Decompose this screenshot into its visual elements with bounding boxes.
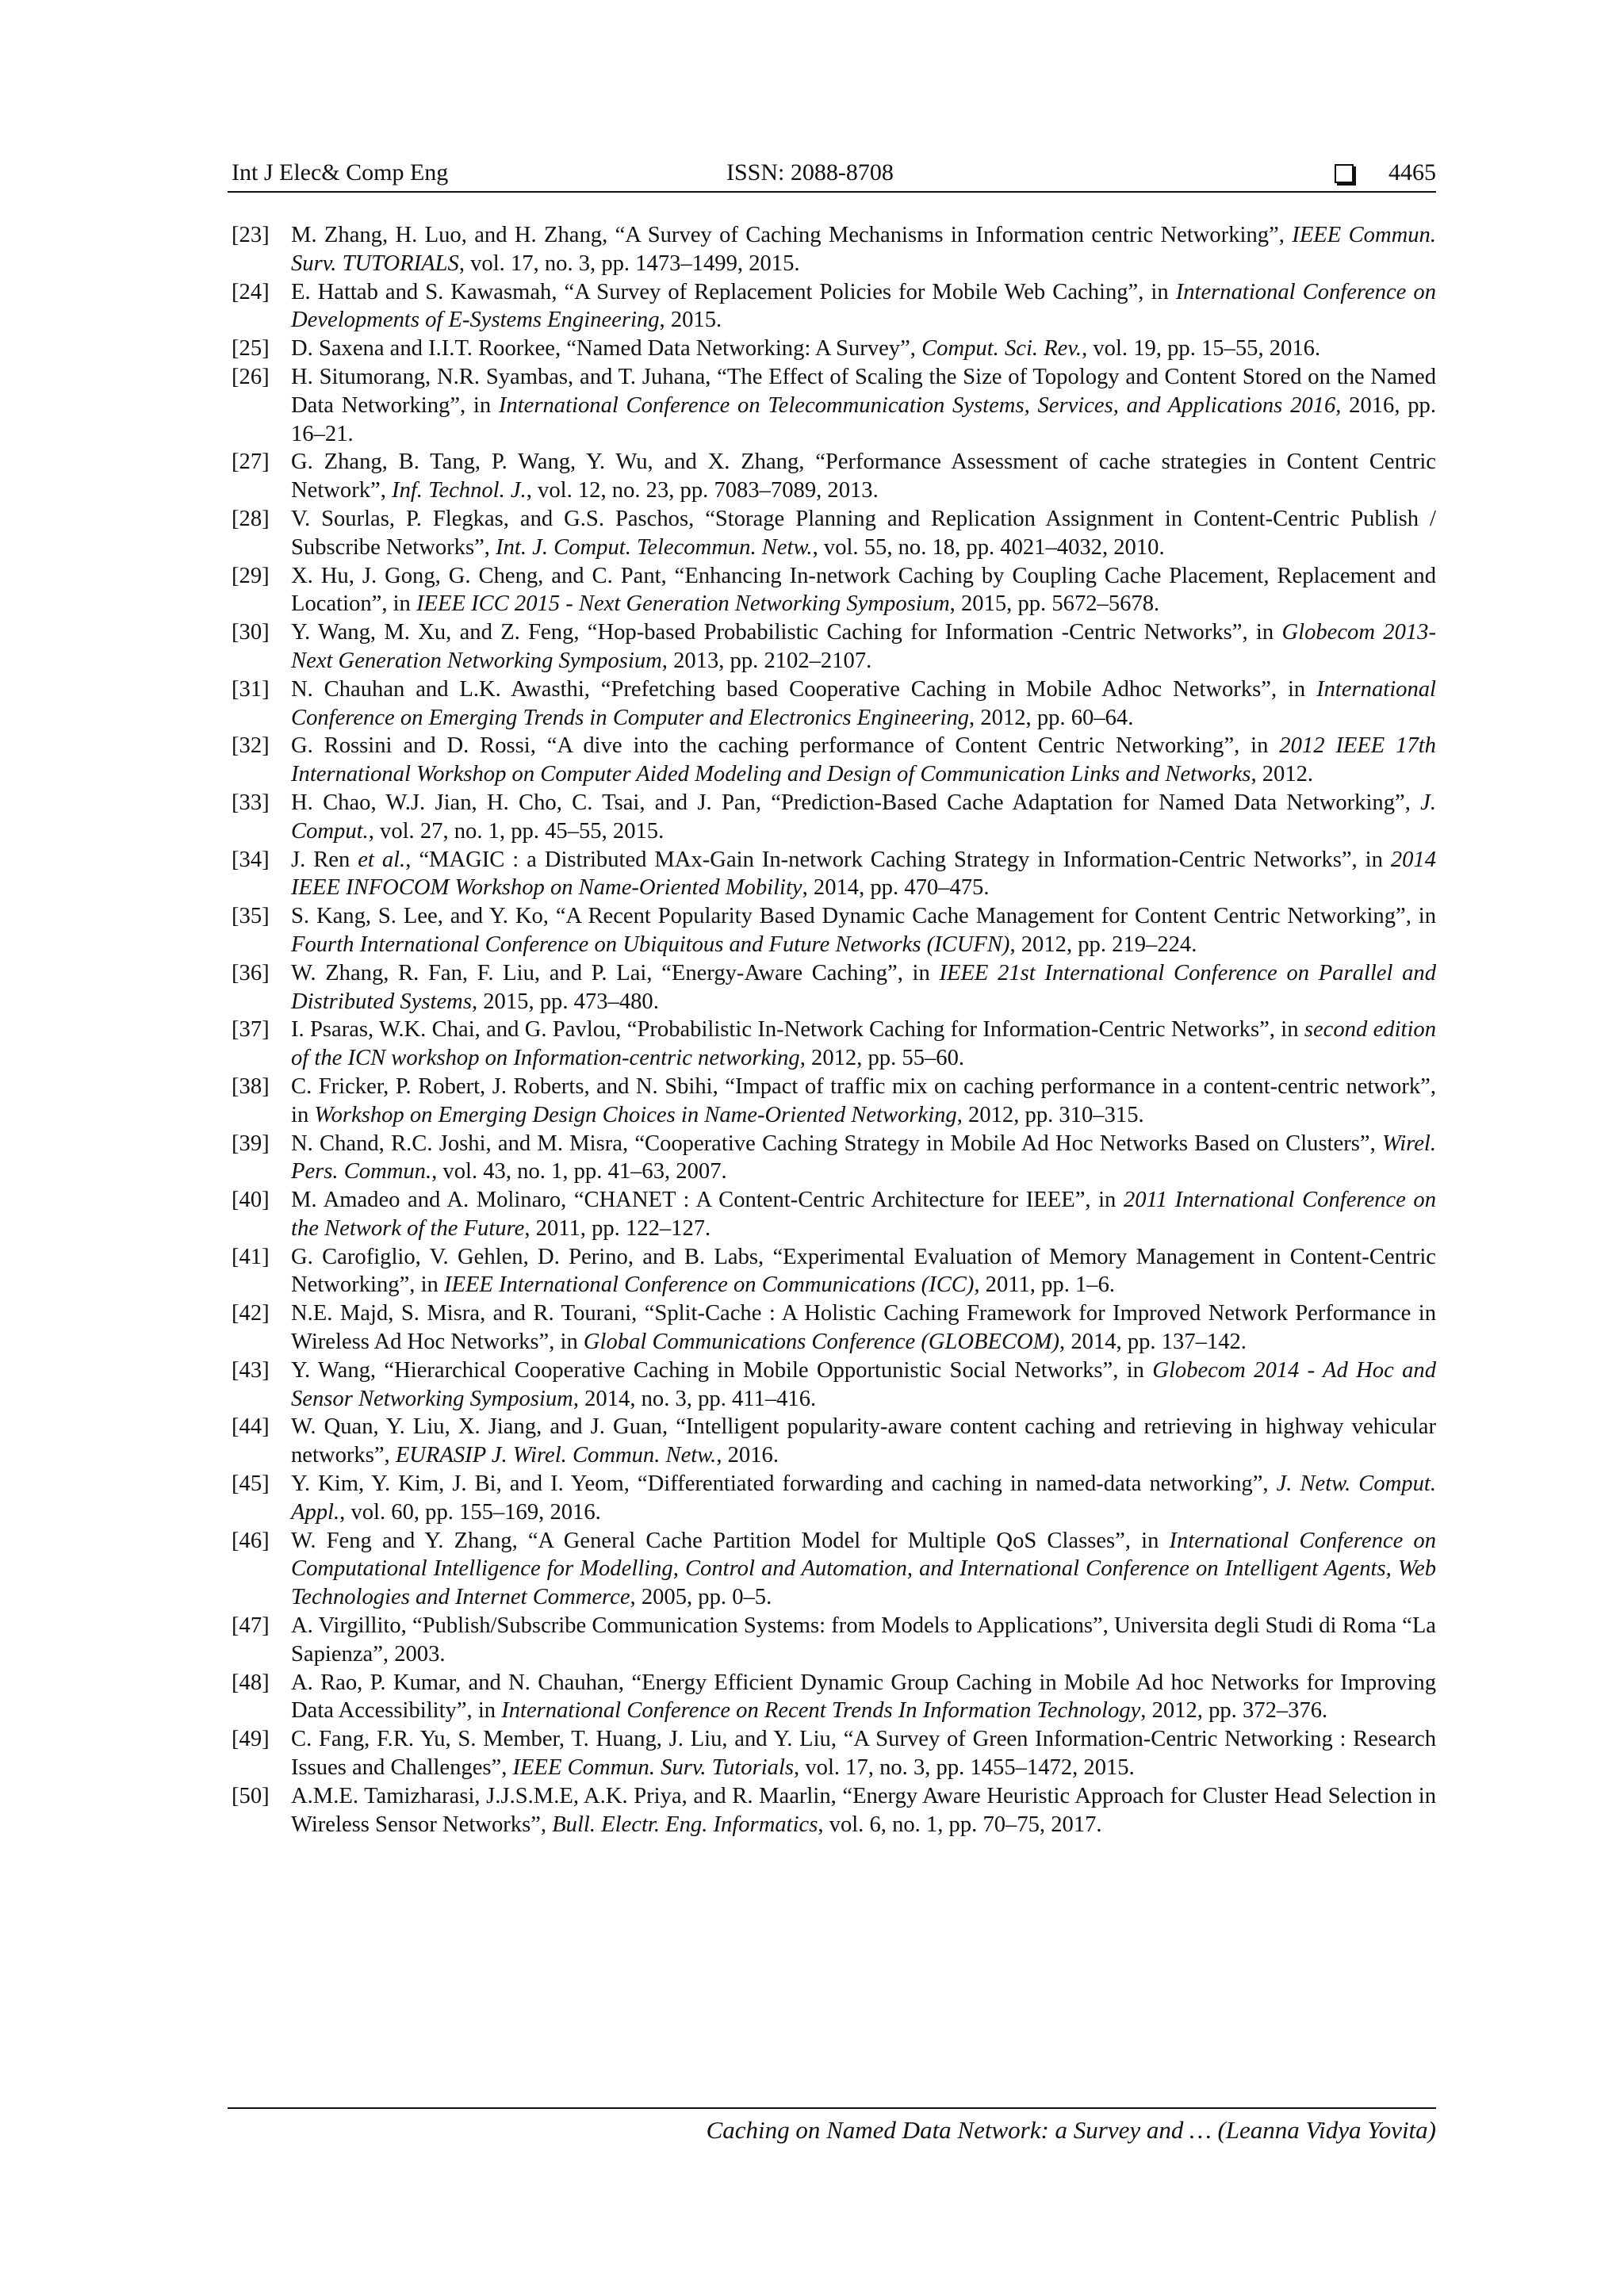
reference-segment: X. Hu, J. Gong, G. Cheng, and C. Pant, “Enhancing In-network Caching by Coupling Cache Placement, Replacement and Location”, in [291, 563, 1436, 617]
reference-text [291, 846, 1436, 903]
journal-name: Int J Elec& Comp Eng [232, 159, 449, 186]
reference-text [291, 363, 1436, 448]
reference-number: [37] [232, 1017, 270, 1043]
reference-item [232, 1782, 1436, 1839]
reference-number: [23] [232, 223, 270, 247]
reference-item [232, 1130, 1436, 1187]
reference-item [232, 1299, 1436, 1357]
reference-item [232, 618, 1436, 675]
reference-item [232, 789, 1436, 846]
reference-item [232, 1016, 1436, 1073]
reference-segment: M. Zhang, H. Luo, and H. Zhang, “A Survey of Caching Mechanisms in Information centric Networking”, [291, 223, 1293, 247]
reference-segment: V. Sourlas, P. Flegkas, and G.S. Paschos, “Storage Planning and Replication Assignment in Content-Centric Publish / Subscribe Networks”, [291, 506, 1436, 560]
reference-segment: , vol. 17, no. 3, pp. 1473–1499, 2015. [458, 251, 800, 276]
reference-item [232, 1186, 1436, 1243]
reference-text [291, 278, 1436, 335]
reference-number: [40] [232, 1188, 270, 1213]
reference-text [291, 1413, 1436, 1470]
reference-segment: W. Zhang, R. Fan, F. Liu, and P. Lai, “Energy-Aware Caching”, in [291, 960, 940, 985]
reference-number: [28] [232, 506, 270, 531]
reference-item [232, 221, 1436, 278]
reference-venue: second edition of the ICN workshop on Information-centric networking [291, 1017, 1437, 1071]
reference-segment: , 2013, pp. 2102–2107. [661, 648, 872, 673]
reference-segment: G. Zhang, B. Tang, P. Wang, Y. Wu, and X. Zhang, “Performance Assessment of cache strategies in Content Centric Network”, [291, 450, 1436, 503]
reference-segment: , 2011, pp. 122–127. [524, 1215, 711, 1241]
reference-text [291, 562, 1436, 619]
reference-venue: IEEE 21st International Conference on Parallel and Distributed Systems [291, 960, 1437, 1014]
reference-number: [47] [232, 1613, 270, 1639]
reference-venue: et al. [358, 847, 406, 872]
reference-segment: W. Feng and Y. Zhang, “A General Cache Partition Model for Multiple QoS Classes”, in [291, 1528, 1170, 1553]
reference-venue: Bull. Electr. Eng. Informatics [552, 1812, 818, 1837]
reference-number: [46] [232, 1528, 270, 1553]
reference-text [291, 1299, 1436, 1357]
reference-venue: 2014 IEEE INFOCOM Workshop on Name-Oriented Mobility [291, 847, 1436, 901]
reference-segment: C. Fricker, P. Robert, J. Roberts, and N. Sbihi, “Impact of traffic mix on caching performance in a content-centric network”, in [291, 1073, 1436, 1127]
reference-segment: E. Hattab and S. Kawasmah, “A Survey of Replacement Policies for Mobile Web Caching”, in [291, 279, 1176, 304]
reference-number: [33] [232, 790, 270, 815]
issn: ISSN: 2088-8708 [726, 159, 894, 186]
reference-text [291, 1130, 1436, 1187]
reference-segment: , vol. 43, no. 1, pp. 41–63, 2007. [431, 1159, 727, 1184]
reference-item [232, 675, 1436, 733]
reference-number: [44] [232, 1414, 270, 1440]
reference-segment: , vol. 55, no. 18, pp. 4021–4032, 2010. [812, 534, 1165, 560]
reference-segment: I. Psaras, W.K. Chai, and G. Pavlou, “Probabilistic In-Network Caching for Information-Centric Networks”, in [291, 1017, 1304, 1043]
reference-segment: S. Kang, S. Lee, and Y. Ko, “A Recent Popularity Based Dynamic Cache Management for Content Centric Networking”, in [291, 904, 1436, 929]
reference-number: [41] [232, 1244, 270, 1269]
reference-item [232, 1612, 1436, 1669]
reference-number: [34] [232, 847, 270, 872]
footer-rule [228, 2107, 1436, 2109]
reference-list [232, 221, 1436, 1839]
reference-text [291, 505, 1436, 562]
reference-item [232, 335, 1436, 363]
reference-number: [49] [232, 1727, 270, 1752]
reference-number: [27] [232, 450, 270, 475]
reference-segment: H. Chao, W.J. Jian, H. Cho, C. Tsai, and J. Pan, “Prediction-Based Cache Adaptation for Named Data Networking”, [291, 790, 1421, 815]
reference-venue: Fourth International Conference on Ubiquitous and Future Networks (ICUFN) [291, 932, 1010, 957]
reference-segment: W. Quan, Y. Liu, X. Jiang, and J. Guan, “Intelligent popularity-aware content caching and retrieving in highway vehicular networks”, [291, 1414, 1436, 1468]
reference-number: [48] [232, 1670, 270, 1695]
reference-segment: N. Chand, R.C. Joshi, and M. Misra, “Cooperative Caching Strategy in Mobile Ad Hoc Networks Based on Clusters”, [291, 1131, 1382, 1156]
reference-text [291, 1470, 1436, 1527]
reference-venue: 2011 International Conference on the Network of the Future [291, 1188, 1436, 1241]
reference-number: [26] [232, 364, 270, 389]
reference-number: [31] [232, 676, 270, 702]
reference-item [232, 1243, 1436, 1300]
reference-number: [32] [232, 733, 270, 759]
reference-segment: , vol. 12, no. 23, pp. 7083–7089, 2013. [526, 478, 879, 503]
reference-item [232, 902, 1436, 959]
reference-number: [43] [232, 1357, 270, 1383]
reference-text [291, 1669, 1436, 1726]
reference-text [291, 732, 1436, 789]
reference-segment: , 2015. [659, 308, 722, 333]
reference-number: [38] [232, 1073, 270, 1099]
reference-item [232, 1725, 1436, 1782]
reference-segment: 2011, pp. 1–6. [979, 1272, 1116, 1298]
reference-segment: , 2014, no. 3, pp. 411–416. [573, 1386, 817, 1411]
reference-venue: Int. J. Comput. Telecommun. Netw. [496, 534, 813, 560]
reference-text [291, 1016, 1436, 1073]
reference-venue: IEEE Commun. Surv. TUTORIALS [291, 223, 1436, 276]
reference-venue: IEEE International Conference on Communications (ICC), [443, 1272, 980, 1298]
reference-venue: Globecom 2014 - Ad Hoc and Sensor Networking Symposium [291, 1357, 1436, 1411]
reference-segment: Y. Wang, “Hierarchical Cooperative Caching in Mobile Opportunistic Social Networks”, in [291, 1357, 1153, 1383]
reference-item [232, 363, 1436, 448]
reference-item [232, 562, 1436, 619]
reference-segment: A. Virgillito, “Publish/Subscribe Communication Systems: from Models to Applications”, Universita degli Studi di Roma “La Sapienza”, 2003. [291, 1613, 1436, 1667]
reference-item [232, 732, 1436, 789]
reference-venue: Wirel. Pers. Commun. [291, 1131, 1436, 1184]
reference-segment: , vol. 6, no. 1, pp. 70–75, 2017. [818, 1812, 1102, 1837]
reference-venue: 2012 IEEE 17th International Workshop on Computer Aided Modeling and Design of Communication Links and Networks [291, 733, 1436, 787]
reference-segment: , vol. 27, no. 1, pp. 45–55, 2015. [368, 818, 665, 844]
reference-segment: , 2014, pp. 137–142. [1059, 1330, 1247, 1355]
running-title: Caching on Named Data Network: a Survey and … (Leanna Vidya Yovita) [706, 2116, 1436, 2144]
reference-segment: A. Rao, P. Kumar, and N. Chauhan, “Energy Efficient Dynamic Group Caching in Mobile Ad hoc Networks for Improving Data Accessibility”, in [291, 1670, 1436, 1724]
reference-text [291, 1782, 1436, 1839]
reference-venue: IEEE ICC 2015 - Next Generation Networking Symposium [416, 591, 950, 617]
reference-venue: Inf. Technol. J. [392, 478, 527, 503]
reference-text [291, 1725, 1436, 1782]
reference-number: [50] [232, 1783, 270, 1808]
reference-segment: D. Saxena and I.I.T. Roorkee, “Named Data Networking: A Survey”, [291, 336, 922, 362]
reference-number: [29] [232, 563, 270, 588]
reference-number: [42] [232, 1301, 270, 1326]
reference-text [291, 959, 1436, 1016]
header-right [1335, 155, 1436, 190]
reference-venue: J. Netw. Comput. Appl. [291, 1471, 1436, 1525]
reference-segment: H. Situmorang, N.R. Syambas, and T. Juhana, “The Effect of Scaling the Size of Topology and Content Stored on the Named Data Networking”, in [291, 364, 1436, 418]
reference-item [232, 448, 1436, 505]
reference-segment: , vol. 19, pp. 15–55, 2016. [1082, 336, 1321, 362]
reference-venue: Globecom 2013- Next Generation Networking Symposium [291, 620, 1437, 673]
reference-item [232, 1413, 1436, 1470]
reference-number: [35] [232, 904, 270, 929]
reference-number: [25] [232, 336, 270, 362]
reference-venue: International Conference on Emerging Trends in Computer and Electronics Engineering [291, 676, 1436, 730]
reference-venue: Comput. Sci. Rev. [921, 336, 1082, 362]
reference-item [232, 505, 1436, 562]
reference-text [291, 335, 1436, 363]
reference-text [291, 1612, 1436, 1669]
reference-segment: G. Carofiglio, V. Gehlen, D. Perino, and B. Labs, “Experimental Evaluation of Memory Management in Content-Centric Networking”, in [291, 1244, 1436, 1298]
reference-item [232, 846, 1436, 903]
reference-text [291, 1073, 1436, 1130]
reference-item [232, 1527, 1436, 1612]
reference-venue: International Conference on Recent Trends In Information Technology [501, 1698, 1141, 1724]
reference-segment: , 2015, pp. 473–480. [471, 989, 659, 1014]
reference-venue: Workshop on Emerging Design Choices in Name-Oriented Networking [314, 1102, 957, 1127]
reference-venue: Global Communications Conference (GLOBECOM) [583, 1330, 1060, 1355]
reference-item [232, 1357, 1436, 1414]
reference-segment: , 2016. [716, 1443, 779, 1468]
page-header [232, 155, 1436, 190]
reference-segment: , 2012, pp. 60–64. [969, 705, 1134, 730]
reference-number: [45] [232, 1471, 270, 1497]
reference-segment: N. Chauhan and L.K. Awasthi, “Prefetching based Cooperative Caching in Mobile Adhoc Networks”, in [291, 676, 1317, 702]
reference-item [232, 1073, 1436, 1130]
reference-segment: , 2012. [1251, 762, 1314, 787]
reference-text [291, 1527, 1436, 1612]
reference-venue: International Conference on Telecommunication Systems, Services, and Applications 2016 [498, 392, 1336, 418]
reference-segment: , vol. 60, pp. 155–169, 2016. [339, 1499, 601, 1525]
reference-number: [24] [232, 279, 270, 304]
checkbox-square-icon [1335, 164, 1354, 183]
reference-item [232, 1470, 1436, 1527]
reference-segment: Y. Wang, M. Xu, and Z. Feng, “Hop-based Probabilistic Caching for Information -Centric Networks”, in [291, 620, 1282, 645]
reference-venue: IEEE Commun. Surv. Tutorials [512, 1755, 795, 1781]
reference-number: [36] [232, 960, 270, 985]
reference-segment: , 2014, pp. 470–475. [802, 875, 990, 901]
reference-venue: EURASIP J. Wirel. Commun. Netw. [395, 1443, 717, 1468]
reference-segment: , 2016, pp. 16–21. [291, 392, 1436, 446]
reference-venue: International Conference on Developments of E-Systems Engineering [291, 279, 1436, 333]
reference-text [291, 789, 1436, 846]
reference-text [291, 1357, 1436, 1414]
reference-segment: J. Ren [291, 847, 358, 872]
reference-text [291, 675, 1436, 733]
reference-segment: Y. Kim, Y. Kim, J. Bi, and I. Yeom, “Differentiated forwarding and caching in named-data networking”, [291, 1471, 1277, 1497]
reference-item [232, 1669, 1436, 1726]
reference-text [291, 902, 1436, 959]
reference-segment: A.M.E. Tamizharasi, J.J.S.M.E, A.K. Priya, and R. Maarlin, “Energy Aware Heuristic Approach for Cluster Head Selection in Wireless Sensor Networks”, [291, 1783, 1436, 1837]
reference-text [291, 221, 1436, 278]
reference-segment: , 2015, pp. 5672–5678. [949, 591, 1160, 617]
reference-text [291, 448, 1436, 505]
reference-segment: M. Amadeo and A. Molinaro, “CHANET : A Content-Centric Architecture for IEEE”, in [291, 1188, 1124, 1213]
page-number: 4465 [1388, 159, 1436, 186]
reference-venue: J. Comput. [291, 790, 1436, 844]
reference-text [291, 1243, 1436, 1300]
reference-text [291, 618, 1436, 675]
reference-segment: , 2005, pp. 0–5. [630, 1585, 772, 1610]
reference-item [232, 959, 1436, 1016]
reference-segment: , “MAGIC : a Distributed MAx-Gain In-network Caching Strategy in Information-Centric Networks”, in [405, 847, 1391, 872]
header-rule [228, 191, 1436, 193]
reference-segment: , vol. 17, no. 3, pp. 1455–1472, 2015. [794, 1755, 1135, 1781]
reference-segment: , 2012, pp. 372–376. [1140, 1698, 1328, 1724]
reference-segment: , 2012, pp. 55–60. [799, 1046, 965, 1071]
reference-segment: G. Rossini and D. Rossi, “A dive into the caching performance of Content Centric Networking”, in [291, 733, 1280, 759]
reference-venue: International Conference on Computational Intelligence for Modelling, Control and Automation, and International Conference on Intelligent Agents, Web Technologies and Internet Commerce [291, 1528, 1437, 1610]
reference-number: [30] [232, 620, 270, 645]
reference-segment: , 2012, pp. 310–315. [956, 1102, 1144, 1127]
reference-text [291, 1186, 1436, 1243]
reference-item [232, 278, 1436, 335]
reference-segment: C. Fang, F.R. Yu, S. Member, T. Huang, J. Liu, and Y. Liu, “A Survey of Green Information-Centric Networking : Research Issues and Challenges”, [291, 1727, 1436, 1781]
reference-segment: , 2012, pp. 219–224. [1009, 932, 1197, 957]
reference-number: [39] [232, 1131, 270, 1156]
reference-segment: N.E. Majd, S. Misra, and R. Tourani, “Split-Cache : A Holistic Caching Framework for Improved Network Performance in Wireless Ad Hoc Networks”, in [291, 1301, 1436, 1355]
